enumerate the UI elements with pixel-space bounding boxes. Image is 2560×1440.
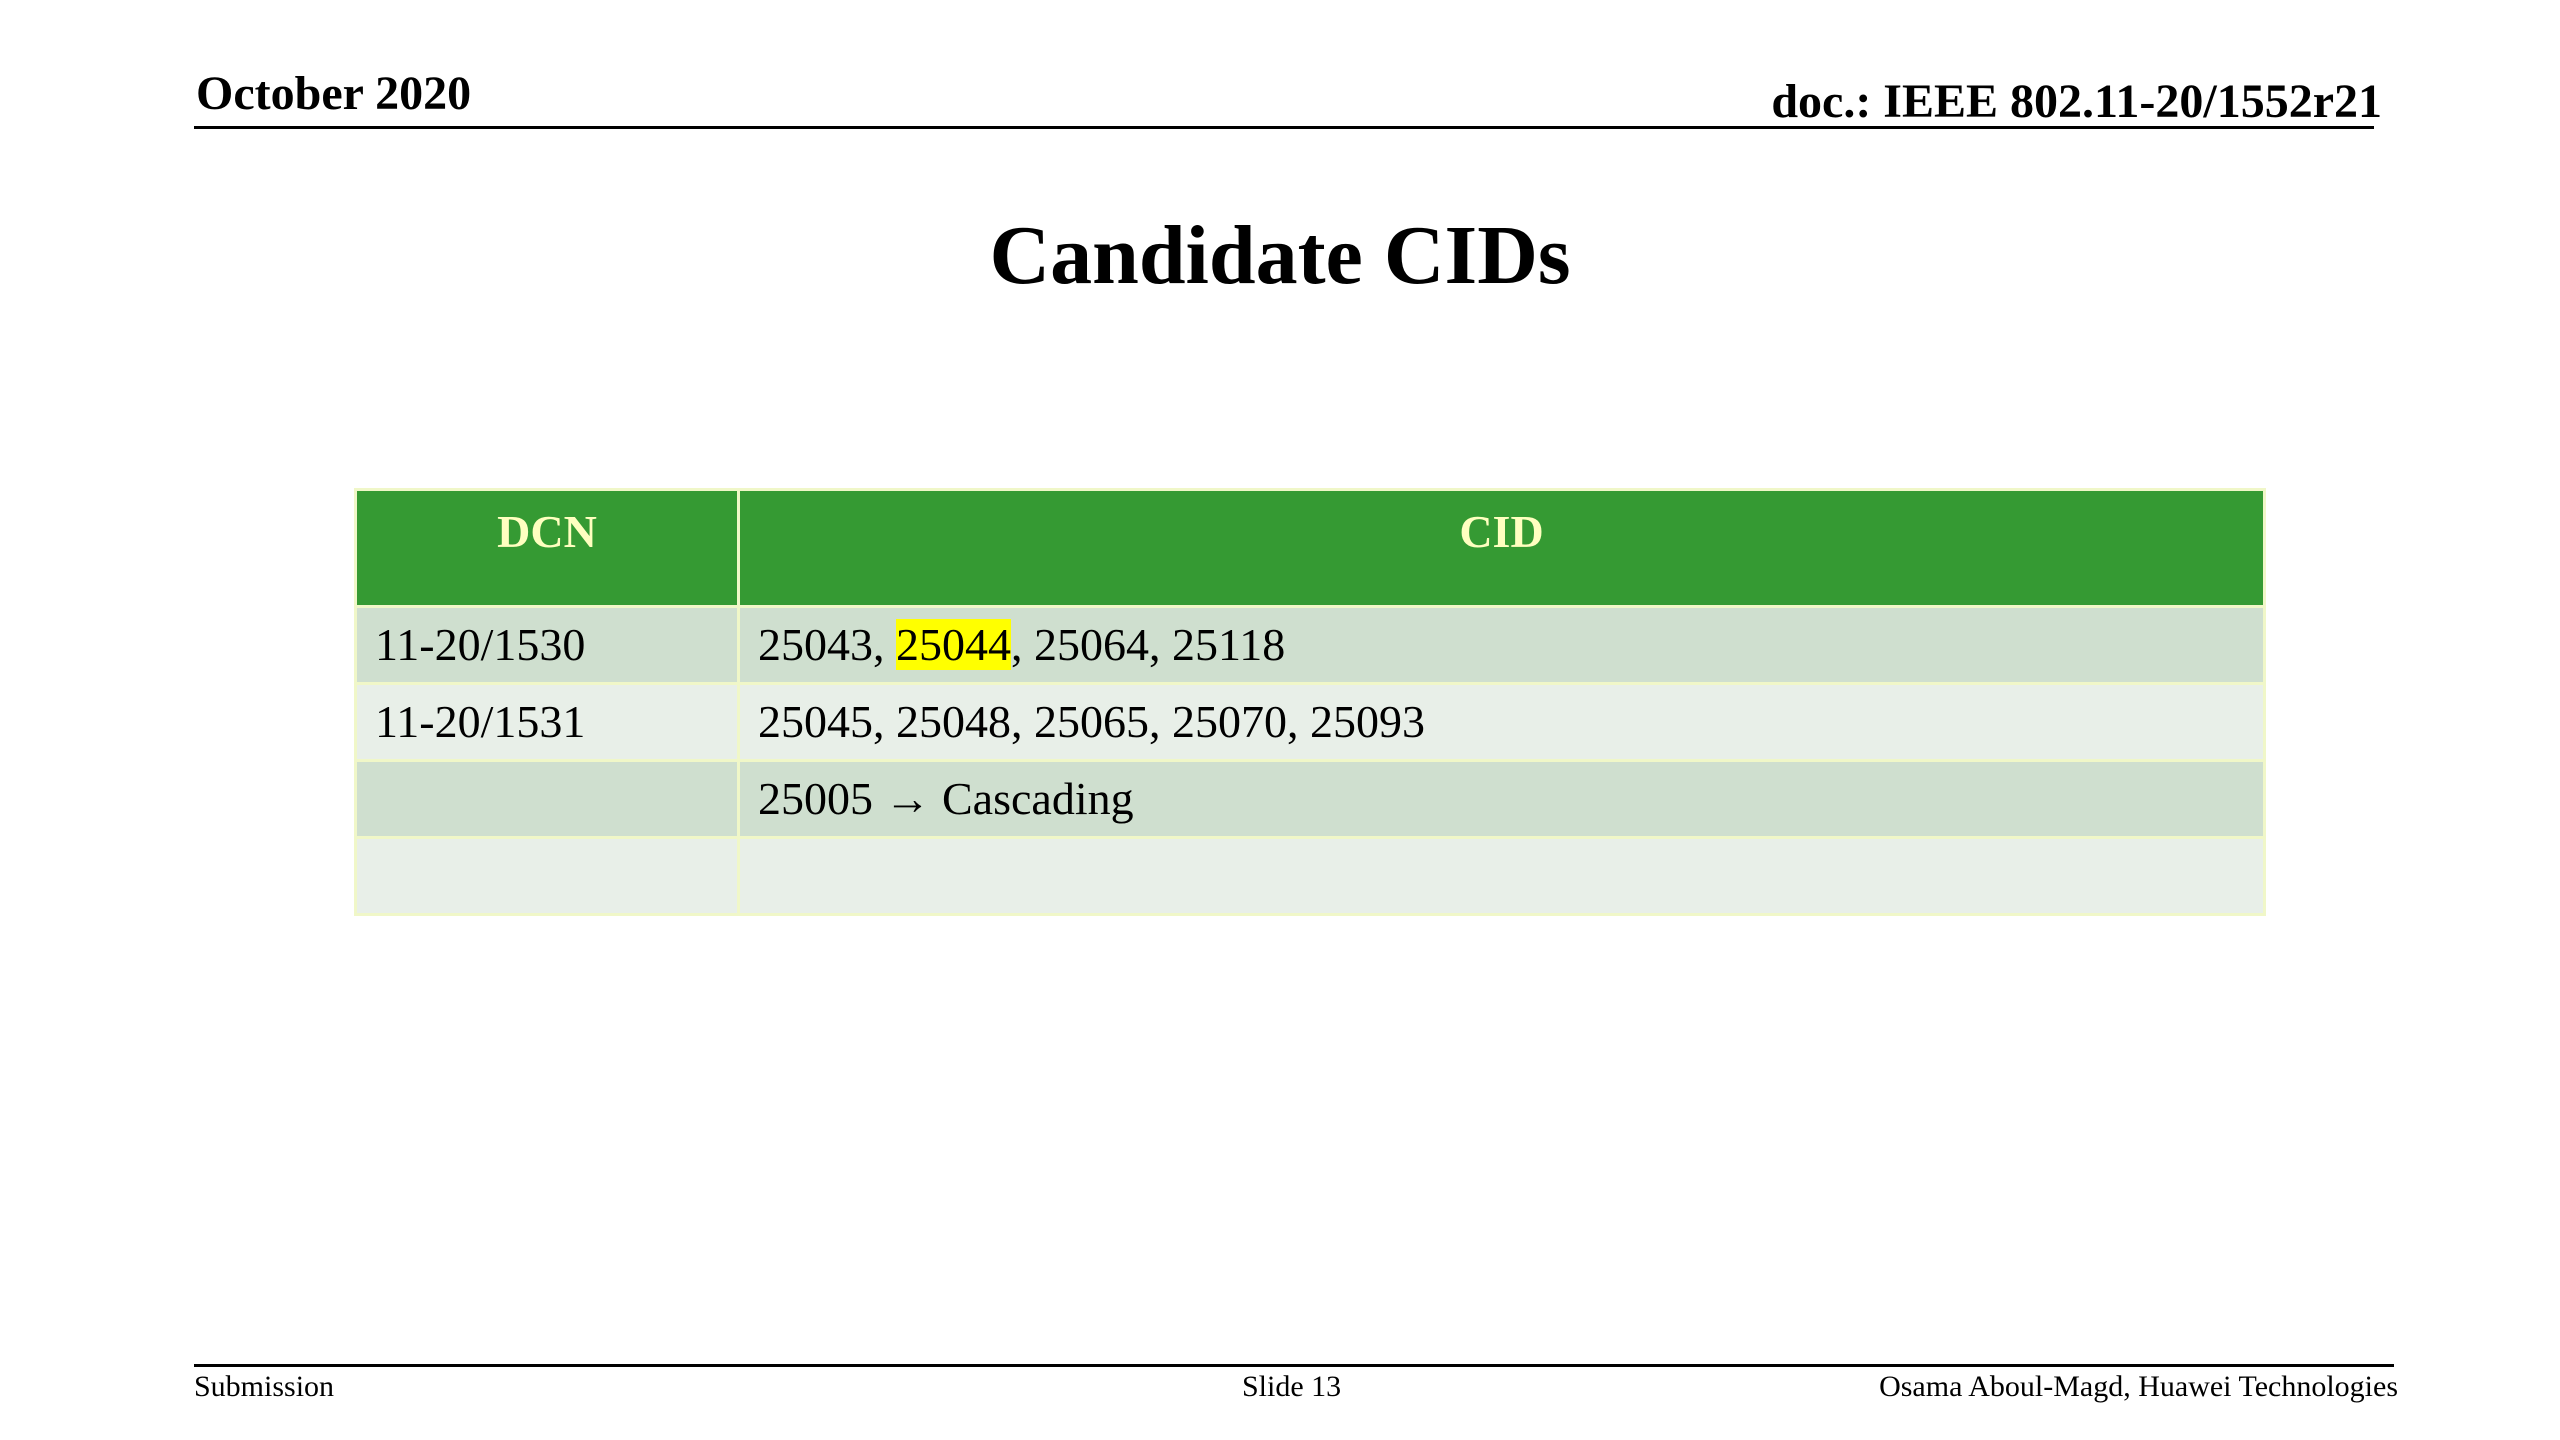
dcn-cell	[356, 761, 739, 838]
cid-table	[354, 488, 2266, 916]
footer-author: Osama Aboul-Magd, Huawei Technologies	[1879, 1370, 2398, 1403]
highlighted-cid: 25044	[896, 619, 1011, 670]
column-header-dcn: DCN	[356, 490, 739, 607]
column-header-cid: CID	[739, 490, 2265, 607]
cid-cell	[739, 838, 2265, 915]
header-date: October 2020	[196, 67, 472, 120]
cid-cell	[739, 607, 2265, 684]
footer-rule	[194, 1364, 2394, 1367]
footer-submission: Submission	[194, 1370, 335, 1403]
table-row	[356, 607, 2265, 684]
header-doc-id: doc.: IEEE 802.11-20/1552r21	[1771, 75, 2382, 128]
cid-text: , 25064, 25118	[1011, 619, 1286, 670]
cid-text: 25043,	[758, 619, 896, 670]
table-row	[356, 684, 2265, 761]
cid-cell: 25045, 25048, 25065, 25070, 25093	[739, 684, 2265, 761]
table-row	[356, 761, 2265, 838]
table-row	[356, 838, 2265, 915]
cid-cell: 25005 → Cascading	[739, 761, 2265, 838]
dcn-cell: 11-20/1531	[356, 684, 739, 761]
header-rule	[194, 126, 2374, 129]
table-header-row	[356, 490, 2265, 607]
slide-title: Candidate CIDs	[989, 209, 1571, 302]
dcn-cell	[356, 838, 739, 915]
dcn-cell: 11-20/1530	[356, 607, 739, 684]
footer-slide-number: Slide 13	[1242, 1370, 1342, 1403]
